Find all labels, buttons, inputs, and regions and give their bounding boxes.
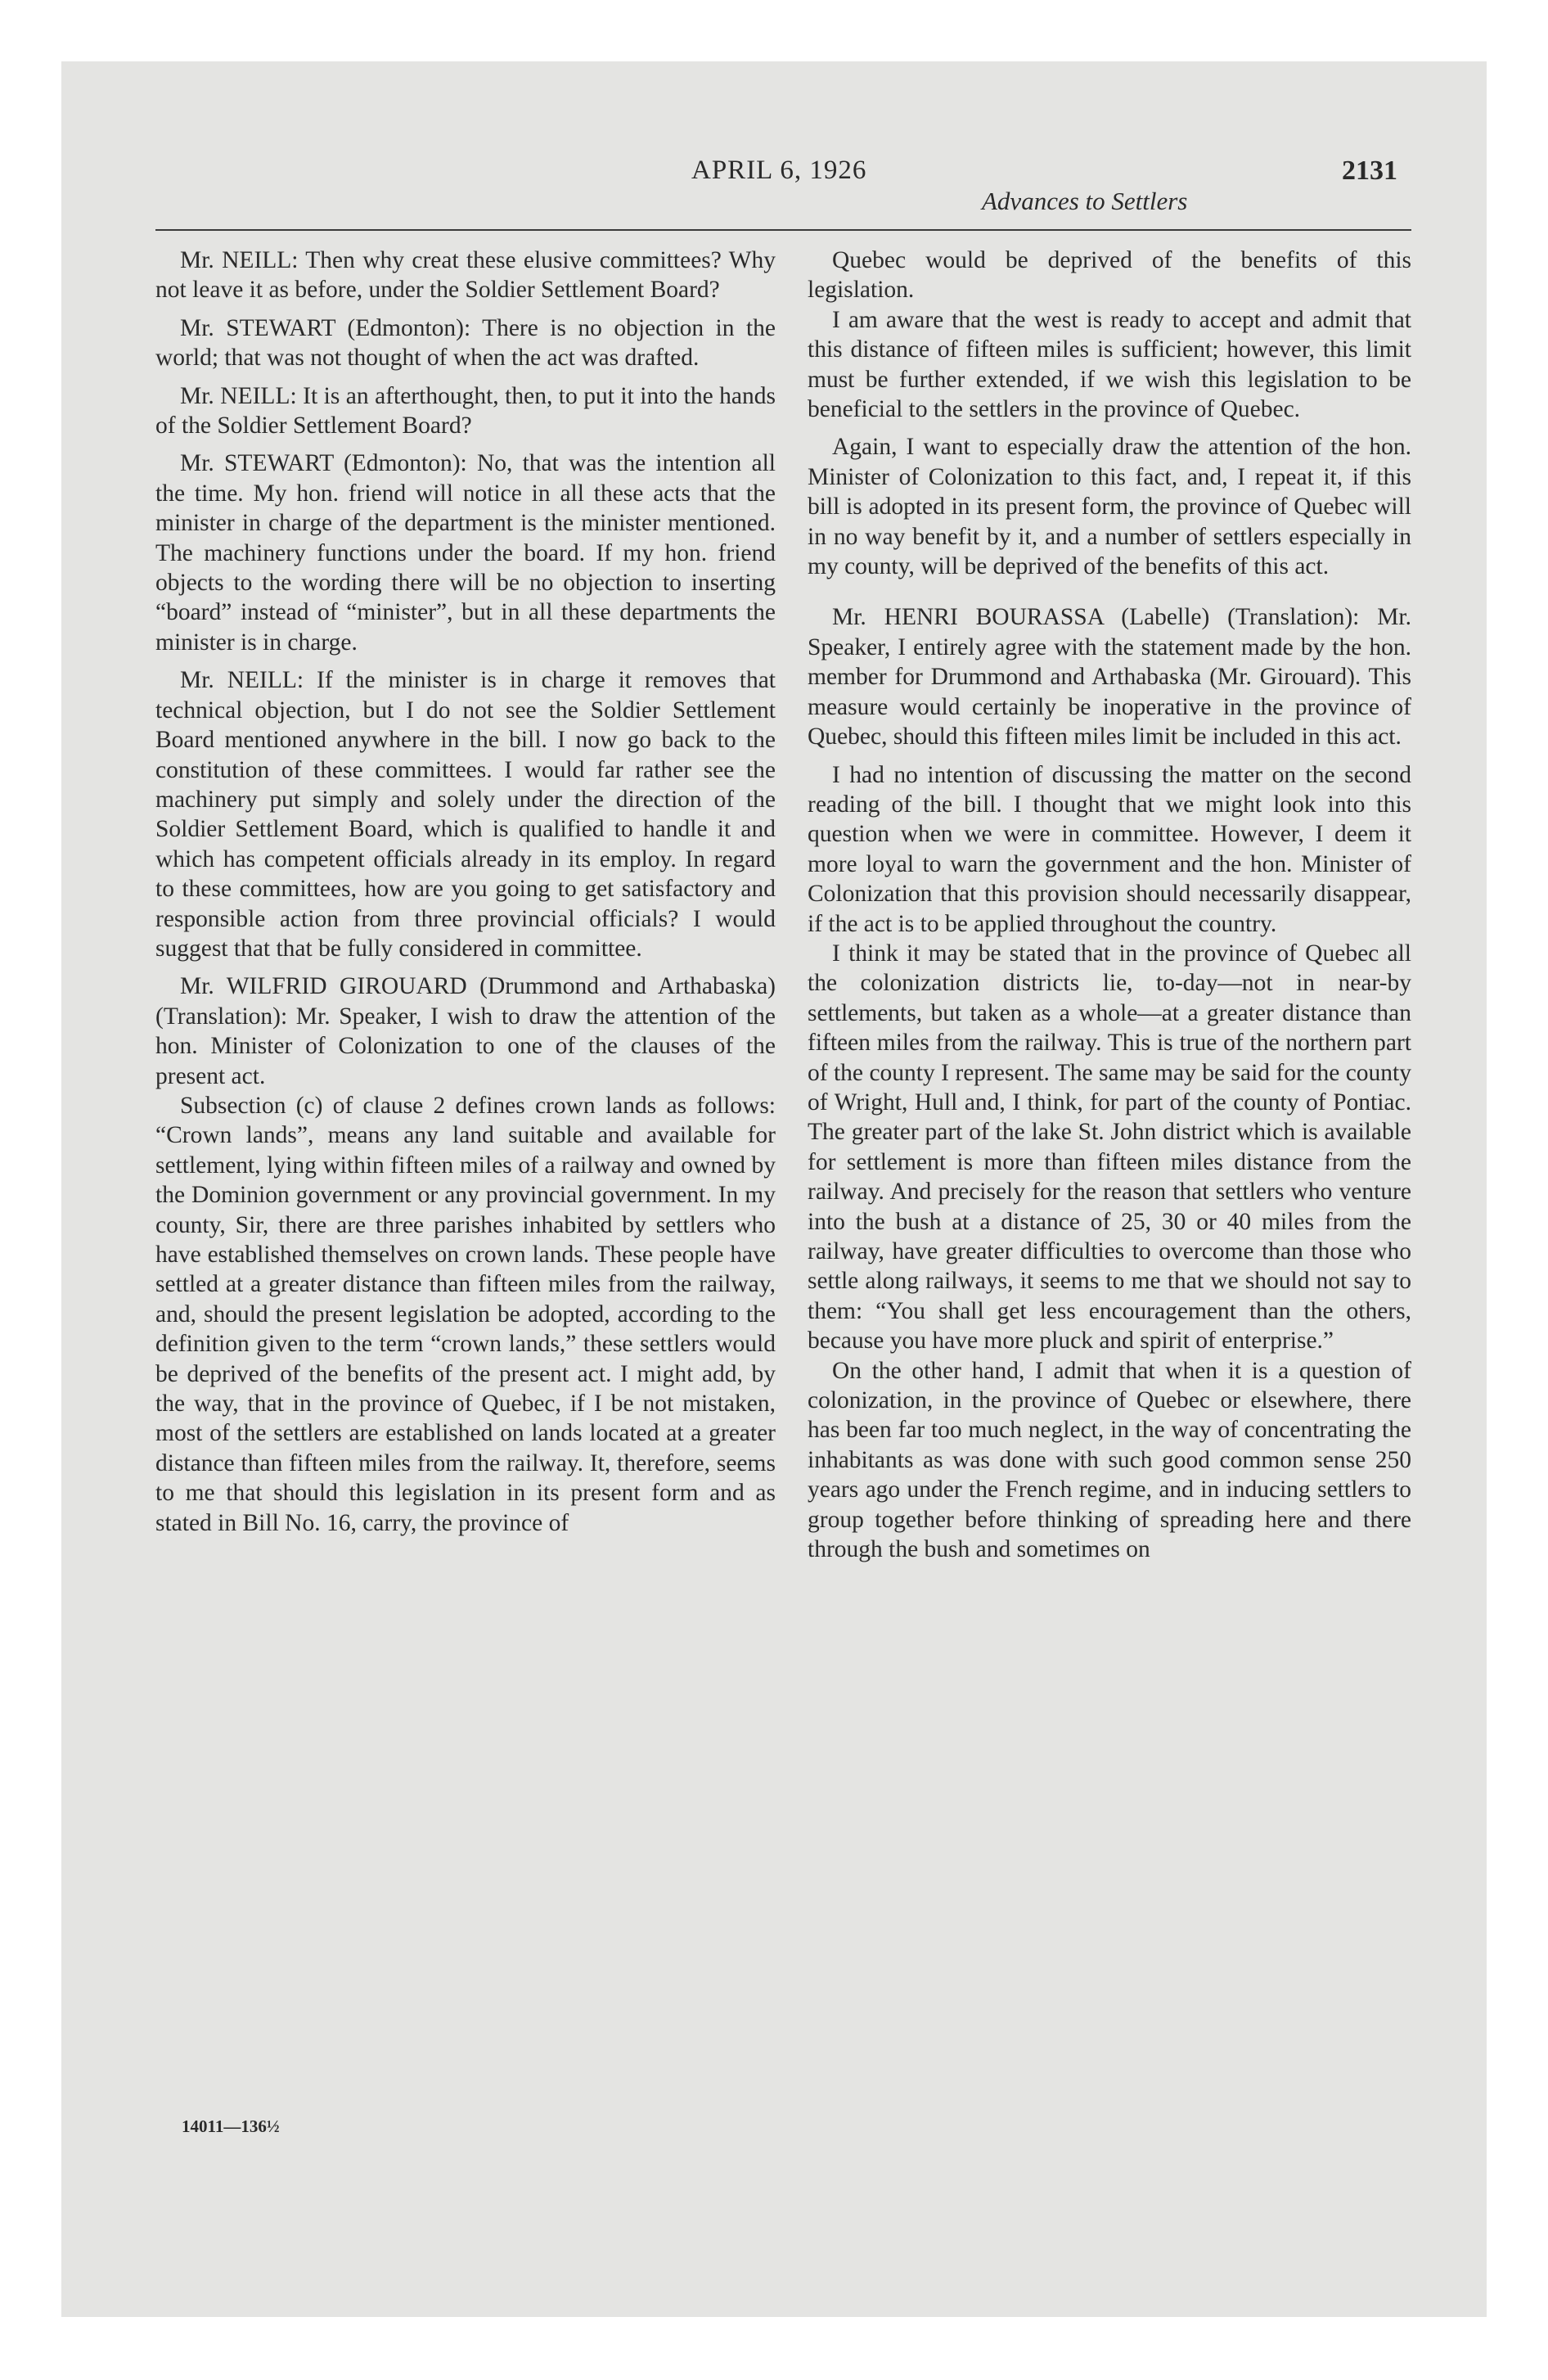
running-title: Advances to Settlers [982, 187, 1188, 215]
left-column [155, 246, 776, 1546]
paragraph: I am aware that the west is ready to accept and admit that this distance of fifteen miles is sufficient; however, this limit must be further extended, if we wish this legislation to be beneficial to the settlers in the province of Quebec. [808, 306, 1411, 423]
page-number: 2131 [1342, 156, 1397, 186]
footer-code: 14011—136½ [182, 2116, 280, 2136]
paragraph: Quebec would be deprived of the benefits of this legislation. [808, 247, 1411, 304]
paragraph: I think it may be stated that in the province of Quebec all the colonization districts lie, to-day—not in near-by settlements, but taken as a whole—at a greater distance than fifteen miles from the railway. This is true of the northern part of the county I represent. The same may be said for the county of Wright, Hull and, I think, for part of the county of Pontiac. The greater part of the lake St. John district which is available for settlement is more than fifteen miles distance from the railway. And precisely for the reason that settlers who venture into the bush at a distance of 25, 30 or 40 miles from the railway, have greater difficulties to overcome than those who settle along railways, it seems to me that we should not say to them: “You shall get less encouragement than the others, because you have more pluck and spirit of enterprise.” [808, 940, 1411, 1355]
paragraph: Mr. STEWART (Edmonton): No, that was the intention all the time. My hon. friend will notice in all these acts that the minister in charge of the department is the minister mentioned. The machinery functions under the board. If my hon. friend objects to the wording there will be no objection to inserting “board” instead of “minister”, but in all these departments the minister is in charge. [155, 450, 776, 656]
paragraph: Mr. HENRI BOURASSA (Labelle) (Translation): Mr. Speaker, I entirely agree with the statement made by the hon. member for Drummond and Arthabaska (Mr. Girouard). This measure would certainly be inoperative in the province of Quebec, should this fifteen miles limit be included in this act. [808, 604, 1411, 751]
paragraph: I had no intention of discussing the matter on the second reading of the bill. I thought that we might look into this question when we were in committee. However, I deem it more loyal to warn the government and the hon. Minister of Colonization that this provision should necessarily disappear, if the act is to be applied throughout the country. [808, 761, 1411, 937]
right-column [808, 246, 1411, 1572]
paragraph: On the other hand, I admit that when it is a question of colonization, in the province of Quebec or elsewhere, there has been far too much neglect, in the way of concentrating the inhabitants as was done with such good common sense 250 years ago under the French regime, and in inducing settlers to group together before thinking of spreading here and there through the bush and sometimes on [808, 1357, 1411, 1563]
paragraph: Mr. STEWART (Edmonton): There is no objection in the world; that was not thought of when the act was drafted. [155, 314, 776, 372]
page-date: APRIL 6, 1926 [691, 156, 867, 185]
header-rule [155, 229, 1411, 231]
paragraph: Again, I want to especially draw the attention of the hon. Minister of Colonization to this fact, and, I repeat it, if this bill is adopted in its present form, the province of Quebec will in no way benefit by it, and a number of settlers especially in my county, will be deprived of the benefits of this act. [808, 434, 1411, 580]
paragraph: Subsection (c) of clause 2 defines crown lands as follows: “Crown lands”, means any land suitable and available for settlement, lying within fifteen miles of a railway and owned by the Dominion government or any provincial government. In my county, Sir, there are three parishes inhabited by settlers who have established themselves on crown lands. These people have settled at a greater distance than fifteen miles from the railway, and, should the present legislation be adopted, according to the definition given to the term “crown lands,” these settlers would be deprived of the benefits of the present act. I might add, by the way, that in the province of Quebec, if I be not mistaken, most of the settlers are established on lands located at a greater distance than fifteen miles from the railway. It, therefore, seems to me that should this legislation in its present form and as stated in Bill No. 16, carry, the province of [155, 1092, 776, 1536]
paragraph: Mr. WILFRID GIROUARD (Drummond and Arthabaska) (Translation): Mr. Speaker, I wish to draw the attention of the hon. Minister of Colonization to one of the clauses of the present act. [155, 973, 776, 1089]
paragraph: Mr. NEILL: It is an afterthought, then, to put it into the hands of the Soldier Settlement Board? [155, 382, 776, 439]
paragraph: Mr. NEILL: If the minister is in charge it removes that technical objection, but I do not see the Soldier Settlement Board mentioned anywhere in the bill. I now go back to the constitution of these committees. I would far rather see the machinery put simply and solely under the direction of the Soldier Settlement Board, which is qualified to handle it and which has competent officials already in its employ. In regard to these committees, how are you going to get satisfactory and responsible action from three provincial officials? I would suggest that that be fully considered in committee. [155, 667, 776, 962]
paragraph: Mr. NEILL: Then why creat these elusive committees? Why not leave it as before, under the Soldier Settlement Board? [155, 247, 776, 304]
